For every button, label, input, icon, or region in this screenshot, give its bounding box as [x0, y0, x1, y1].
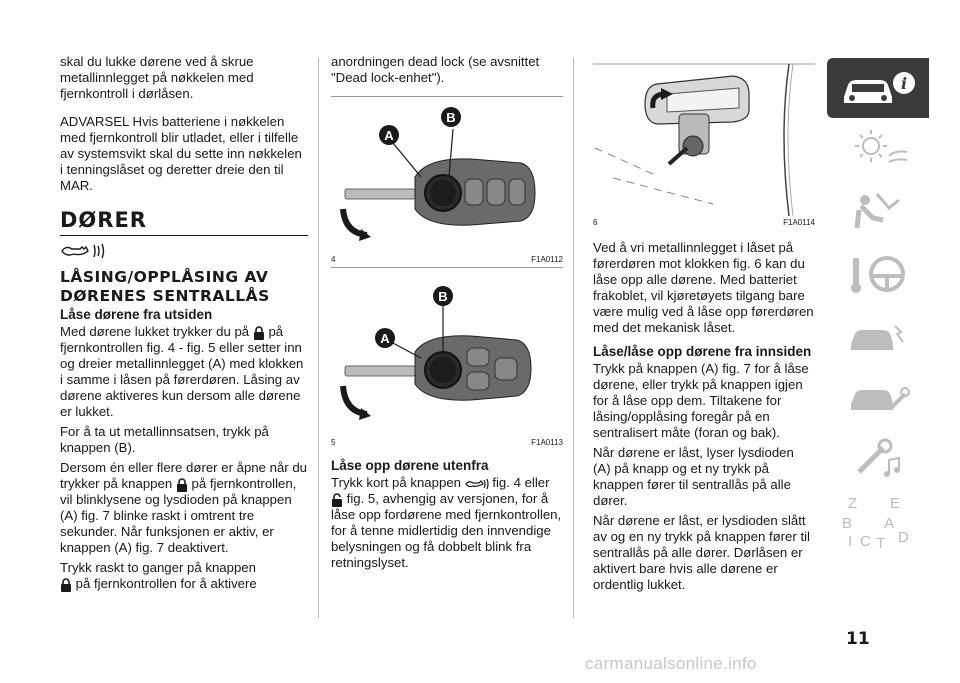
text-lock-a: Med dørene lukket trykker du på: [60, 324, 250, 339]
alphabet-index-icon: [838, 494, 918, 550]
label-b: B: [438, 289, 448, 304]
figure-caption: [331, 255, 563, 265]
svg-text:A: A: [884, 515, 895, 532]
subtitle-line-1: LÅSING/OPPLÅSING AV: [60, 268, 269, 286]
warning-paragraph: ADVARSEL Hvis batteriene i nøkkelen med fjernkontroll blir utladet, eller i tilfelle av systemsvikt skal du sette inn nøkkelen i tenningslåset og deretter dreie den til MAR.: [60, 114, 302, 193]
tab-dashboard-lights[interactable]: [827, 120, 929, 180]
subtitle-line-2: DØRENES SENTRALLÅS: [60, 287, 270, 305]
svg-text:Z: Z: [848, 495, 858, 512]
key-fob-illustration: [331, 97, 563, 253]
figure-6: [593, 54, 815, 230]
text-unlock-a: Trykk kort på knappen: [331, 475, 461, 490]
column-1: [60, 54, 308, 596]
paragraph-dead-lock: anordningen dead lock (se avsnittet "Dead lock-enhet").: [331, 54, 540, 85]
remote-key-icon: [465, 478, 489, 490]
heading-unlock-outside: Låse opp dørene utenfra: [331, 458, 489, 473]
tab-car-info[interactable]: [827, 58, 929, 118]
svg-text:D: D: [898, 529, 909, 546]
paragraph-double-press: [60, 560, 308, 592]
section-title: DØRER: [60, 208, 308, 236]
car-tools-icon: [843, 374, 913, 422]
text-open-a: Dersom én eller flere dører er åpne når du trykker på knappen: [60, 460, 308, 491]
padlock-closed-icon: [176, 478, 188, 492]
tab-alphabet-index[interactable]: [827, 492, 929, 552]
steering-key-icon: [843, 250, 913, 298]
paragraph-remove-insert: For å ta ut metallinnsatsen, trykk på knappen (B).: [60, 424, 269, 455]
paragraph-led-off: Når dørene er låst, er lysdioden slått av og en ny trykk på knappen fører til sentrallås på alle dører. Dørlåsen er aktivert bare hvis alle dørene er ordentlig lukket.: [593, 513, 810, 592]
svg-text:I: I: [848, 533, 853, 550]
figure-4: [331, 96, 563, 267]
text-open-b: på fjernkontrollen, vil blinklysene og lysdioden på knappen (A) fig. 7 blinke raskt i omtrent tre sekunder. Når funksjonen er aktiv, er knappen (A) fig. 7 deaktivert.: [60, 476, 297, 555]
svg-text:T: T: [876, 535, 886, 550]
svg-text:C: C: [860, 533, 871, 550]
door-lock-illustration: [593, 54, 815, 216]
column-3: [593, 54, 815, 597]
music-wrench-icon: [843, 436, 913, 484]
figure-number: 6: [593, 218, 598, 227]
padlock-closed-icon: [253, 326, 265, 340]
text-unlock-c: fig. 5, avhengig av versjonen, for å låse opp fordørene med fjernkontrollen, for å tenne midlertidig den innvendige belysningen og få dobbelt blink fra retningslyset.: [331, 491, 562, 570]
label-a: A: [380, 331, 390, 346]
tab-airbag[interactable]: [827, 182, 929, 242]
paragraph-doors-open: [60, 460, 308, 556]
figure-code: F1A0112: [531, 255, 563, 264]
text-double-a: Trykk raskt to ganger på knappen: [60, 560, 256, 575]
svg-text:i: i: [900, 74, 908, 93]
paragraph-lock-outside: [60, 324, 308, 420]
paragraph-unlock-key: Ved å vri metallinnlegget i låset på førerdøren mot klokken fig. 6 kan du låse opp alle dørene. Med batteriet frakoblet, vil kjøretøyets tilgang bare være mulig ved å låse opp førerdøren med det mekanisk låset.: [593, 240, 814, 335]
key-fob-illustration: [331, 268, 563, 436]
chapter-tabs: [827, 58, 929, 554]
text-unlock-b: fig. 4 eller: [492, 475, 550, 490]
figure-number: 5: [331, 438, 336, 447]
padlock-open-icon: [331, 493, 343, 507]
page-number: 11: [846, 629, 870, 649]
heading-lock-inside: Låse/låse opp dørene fra innsiden: [593, 344, 812, 359]
tab-music-wrench[interactable]: [827, 430, 929, 490]
column-divider: [318, 58, 319, 618]
column-2: [331, 54, 563, 575]
text-lock-b: på fjernkontrollen fig. 4 - fig. 5 eller setter inn og dreier metallinnlegget (A) med klokken i samme i låsen på førerdøren. Låsing av dørene aktiveres kun dersom alle dørene er lukket.: [60, 324, 304, 419]
figure-caption: [331, 438, 563, 448]
column-divider: [573, 58, 574, 618]
figure-5: [331, 267, 563, 450]
text-double-b: på fjernkontrollen for å aktivere: [75, 576, 257, 591]
figure-caption: [593, 218, 815, 228]
tab-car-crash[interactable]: [827, 306, 929, 366]
paragraph-unlock-outside: [331, 475, 563, 571]
car-info-icon: [838, 67, 918, 109]
figure-number: 4: [331, 255, 336, 264]
figure-code: F1A0113: [531, 438, 563, 447]
tab-car-tools[interactable]: [827, 368, 929, 428]
remote-key-icon: [60, 242, 308, 265]
heading-lock-outside: Låse dørene fra utsiden: [60, 307, 213, 322]
paragraph-lock-inside: Trykk på knappen (A) fig. 7 for å låse dørene, eller trykk på knappen igjen for å låse opp dem. Tiltakene for låsing/opplåsing foregår på en sentralisert måte (foran og bak).: [593, 361, 809, 440]
paragraph-intro: skal du lukke dørene ved å skrue metallinnlegget på nøkkelen med fjernkontroll i dørlåsen.: [60, 54, 254, 101]
watermark: carmanualsonline.info: [585, 654, 757, 673]
paragraph-led-on: Når dørene er låst, lyser lysdioden (A) på knapp og et ny trykk på knappen fører til sentrallås på alle dører.: [593, 445, 794, 508]
tab-steering-key[interactable]: [827, 244, 929, 304]
label-a: A: [384, 128, 394, 143]
dashboard-lights-icon: [843, 126, 913, 174]
car-crash-icon: [843, 312, 913, 360]
svg-text:E: E: [890, 495, 901, 512]
figure-code: F1A0114: [783, 218, 815, 227]
svg-text:B: B: [842, 515, 853, 532]
label-b: B: [446, 110, 456, 125]
padlock-closed-icon: [60, 578, 72, 592]
airbag-icon: [843, 188, 913, 236]
